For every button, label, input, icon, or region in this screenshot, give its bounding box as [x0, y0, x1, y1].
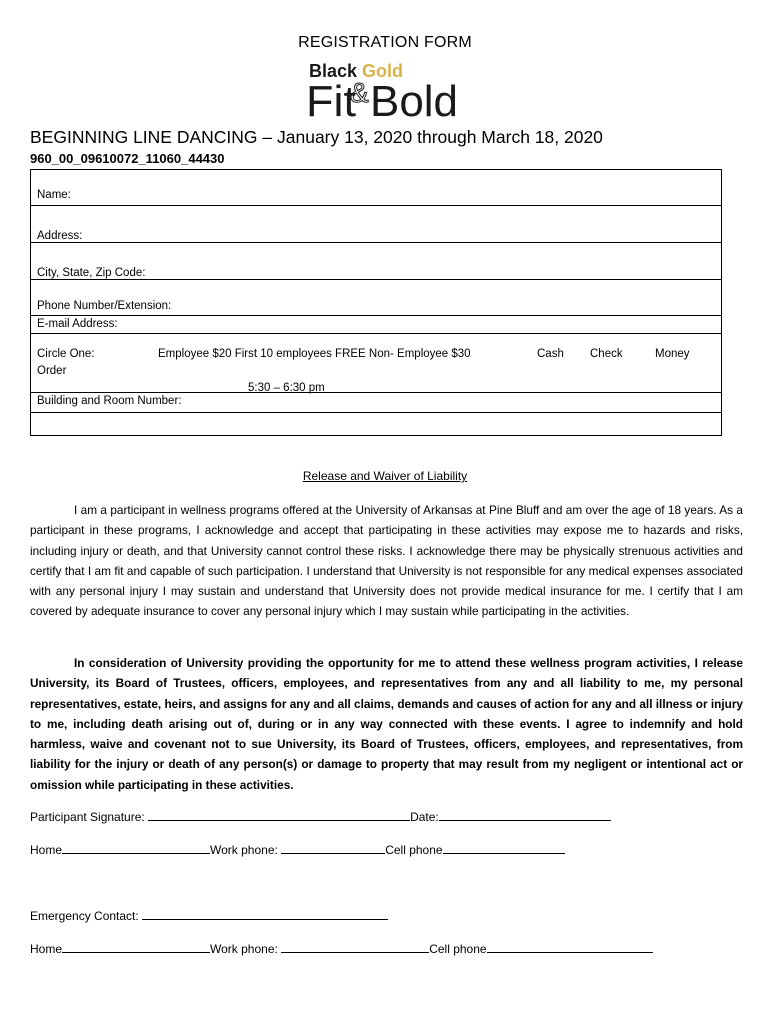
- email-field[interactable]: [31, 316, 722, 334]
- emergency-phone-line: [30, 940, 653, 956]
- emergency-contact-label: Emergency Contact:: [30, 909, 139, 923]
- address-field[interactable]: [31, 206, 722, 243]
- waiver-paragraph-2: In consideration of University providing the opportunity for me to attend these wellness program activities, I release University, its Board of Trustees, officers, employees, and representatives from any and all liability to me, my personal representatives, estate, heirs, and assigns for any and all claims, demands and causes of action for any and all illness or injury to me, including death arising out of, during or in any way connected with these events. I agree to indemnify and hold harmless, waive and covenant not to sue University, its Board of Trustees, officers, employees, and representatives, from liability for the injury or death of any person(s) or damage to property that may result from my negligent or intentional act or omission while participating in these activities.: [30, 656, 743, 792]
- address-label: Address:: [37, 230, 83, 242]
- svg-text:Fit: Fit: [306, 77, 356, 120]
- name-field[interactable]: [31, 170, 722, 206]
- emergency-work-label: Work phone:: [210, 942, 278, 956]
- registration-table: [30, 169, 722, 436]
- city-state-zip-label: City, State, Zip Code:: [37, 267, 146, 279]
- option-money-order[interactable]: Money: [655, 348, 690, 360]
- emergency-cell-label: Cell phone: [429, 942, 487, 956]
- contact-phone-line: [30, 841, 565, 857]
- building-room-label: Building and Room Number:: [37, 395, 182, 407]
- home-phone-input[interactable]: [62, 841, 210, 854]
- city-state-zip-field[interactable]: [31, 243, 722, 280]
- waiver-paragraph-1: I am a participant in wellness programs offered at the University of Arkansas at Pine Bluff and am over the age of 18 years. As a participant in these programs, I acknowledge and accept that participating in these activities may expose me to hazards and risks, including injury or death, and that University cannot control these risks. I acknowledge there may be physically strenuous activities and certify that I am fit and capable of such participation. I understand that University is not responsible for any medical expenses associated with any personal injury I may sustain and understand that University does not provide medical insurance for me. I certify that I am covered by adequate insurance to cover any personal injury which I may sustain while participating in the activities.: [30, 503, 743, 619]
- blackgold-fit-bold-logo: [306, 58, 466, 120]
- cell-phone-input[interactable]: [443, 841, 565, 854]
- circle-one-label: Circle One:: [37, 348, 95, 360]
- work-phone-label: Work phone:: [210, 843, 278, 857]
- work-phone-input[interactable]: [281, 841, 385, 854]
- building-room-field[interactable]: [31, 393, 722, 413]
- home-phone-label: Home: [30, 843, 63, 857]
- waiver-heading: Release and Waiver of Liability: [302, 469, 468, 483]
- date-label: Date:: [410, 810, 439, 824]
- svg-text:Black: Black: [309, 61, 358, 81]
- option-employee[interactable]: Employee $20 First 10 employees FREE Non- Employee $30: [158, 348, 471, 360]
- date-input[interactable]: [439, 808, 611, 821]
- course-code: 960_00_09610072_11060_44430: [30, 151, 225, 166]
- emergency-cell-input[interactable]: [487, 940, 653, 953]
- form-title: REGISTRATION FORM: [298, 34, 472, 51]
- circle-order-label: Order: [37, 365, 67, 377]
- emergency-home-input[interactable]: [62, 940, 210, 953]
- emergency-work-input[interactable]: [281, 940, 429, 953]
- svg-text:Bold: Bold: [370, 77, 458, 120]
- payment-options-row: [31, 334, 722, 393]
- participant-signature-line: [30, 808, 611, 824]
- name-label: Name:: [37, 189, 71, 201]
- cell-phone-label: Cell phone: [385, 843, 443, 857]
- svg-text:Gold: Gold: [362, 61, 403, 81]
- option-check[interactable]: Check: [590, 348, 623, 360]
- blank-field[interactable]: [31, 413, 722, 436]
- emergency-home-label: Home: [30, 942, 63, 956]
- phone-field[interactable]: [31, 280, 722, 316]
- participant-signature-input[interactable]: [148, 808, 410, 821]
- course-title: BEGINNING LINE DANCING – January 13, 2020 through March 18, 2020: [30, 127, 603, 147]
- emergency-contact-input[interactable]: [142, 907, 388, 920]
- svg-text:&: &: [350, 77, 369, 108]
- phone-label: Phone Number/Extension:: [37, 300, 172, 312]
- participant-signature-label: Participant Signature:: [30, 810, 145, 824]
- option-cash[interactable]: Cash: [537, 348, 564, 360]
- class-time: 5:30 – 6:30 pm: [248, 382, 325, 394]
- email-label: E-mail Address:: [37, 318, 118, 330]
- emergency-contact-line: [30, 907, 388, 923]
